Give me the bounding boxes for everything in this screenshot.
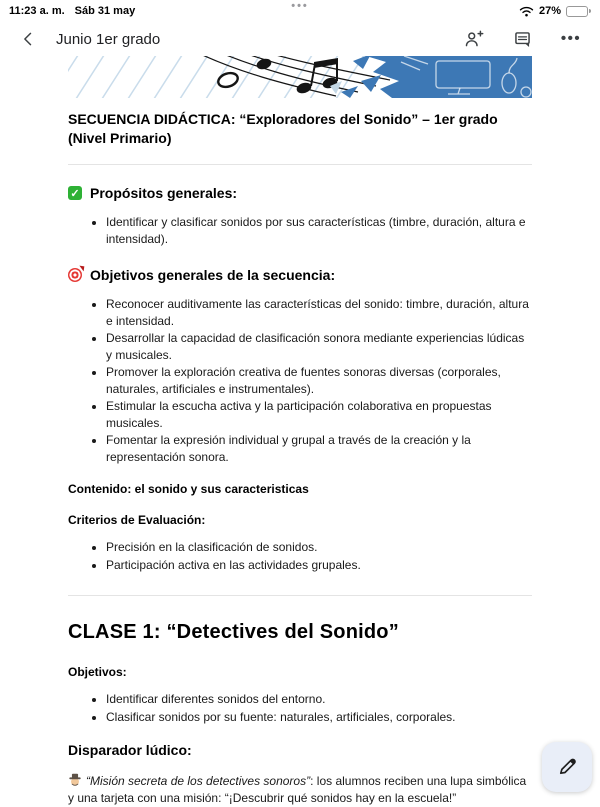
list-item: • Participación activa en las actividades grupales. (106, 557, 532, 574)
multitask-indicator[interactable]: ••• (291, 0, 309, 12)
comment-icon (512, 29, 533, 50)
detective-emoji-icon (68, 773, 82, 787)
section-heading-label: Disparador lúdico: (68, 742, 192, 758)
back-button[interactable] (18, 28, 40, 50)
list-item: • Clasificar sonidos por su fuente: naturales, artificiales, corporales. (106, 709, 532, 726)
disparador-italic-text: “Misión secreta de los detectives sonoros” (86, 774, 311, 788)
divider (68, 164, 532, 165)
comments-button[interactable] (511, 28, 533, 50)
criterios-heading: Criterios de Evaluación: (68, 513, 206, 527)
document-header-image (68, 56, 532, 98)
status-bar (0, 0, 600, 22)
status-time: 11:23 a. m. (9, 5, 65, 17)
add-people-button[interactable] (462, 28, 484, 50)
objetivos-list (68, 296, 532, 465)
battery-percent: 27% (538, 5, 561, 17)
list-item: • Identificar y clasificar sonidos por sus características (timbre, duración, altura e intensidad). (106, 214, 532, 247)
chevron-left-icon (20, 30, 38, 48)
section-heading-objetivos (68, 267, 532, 283)
propositos-list (68, 214, 532, 247)
list-item: • Fomentar la expresión individual y grupal a través de la creación y la representación sonora. (106, 432, 532, 465)
list-item: • Precisión en la clasificación de sonidos. (106, 539, 532, 556)
document-canvas[interactable] (0, 56, 600, 807)
section-heading-label: Propósitos generales: (90, 185, 238, 201)
clase1-objetivos-heading: Objetivos: (68, 665, 127, 679)
disparador-rest-text: : los alumnos reciben una lupa simbólica y una tarjeta con una misión: “¡Descubrir qué sonidos hay en la escuela!” (68, 774, 527, 805)
wifi-icon (519, 5, 534, 17)
check-emoji-icon: ✓ (68, 186, 82, 200)
list-item: • Estimular la escucha activa y la participación colaborativa en propuestas musicales. (106, 398, 532, 431)
list-item: • Desarrollar la capacidad de clasificación sonora mediante experiencias lúdicas y musicales. (106, 330, 532, 363)
target-emoji-icon (68, 268, 82, 282)
person-add-icon (463, 29, 484, 50)
status-date: Sáb 31 may (74, 5, 136, 17)
battery-icon (566, 6, 588, 17)
page-title: SECUENCIA DIDÁCTICA: “Exploradores del Sonido” – 1er grado (Nivel Primario) (68, 111, 498, 146)
list-item: • Reconocer auditivamente las características del sonido: timbre, duración, altura e intensidad. (106, 296, 532, 329)
edit-fab-button[interactable] (542, 742, 592, 792)
contenido-line: Contenido: el sonido y sus caracteristicas (68, 482, 309, 496)
criterios-list (68, 539, 532, 573)
nav-bar (0, 22, 600, 56)
document-title-nav: Junio 1er grado (56, 30, 161, 48)
list-item: • Promover la exploración creativa de fuentes sonoras diversas (corporales, naturales, artificiales e instrumentales). (106, 364, 532, 397)
pencil-icon (556, 756, 578, 778)
section-heading-propositos (68, 185, 532, 201)
disparador-paragraph (68, 773, 532, 807)
list-item: • Identificar diferentes sonidos del entorno. (106, 691, 532, 708)
clase1-objetivos-list (68, 691, 532, 725)
divider (68, 595, 532, 596)
section-heading-label: Objetivos generales de la secuencia: (90, 267, 336, 283)
clase1-heading: CLASE 1: “Detectives del Sonido” (68, 621, 399, 643)
disparador-heading (68, 742, 532, 758)
more-icon: ••• (560, 30, 582, 47)
more-menu-button[interactable] (560, 28, 582, 50)
